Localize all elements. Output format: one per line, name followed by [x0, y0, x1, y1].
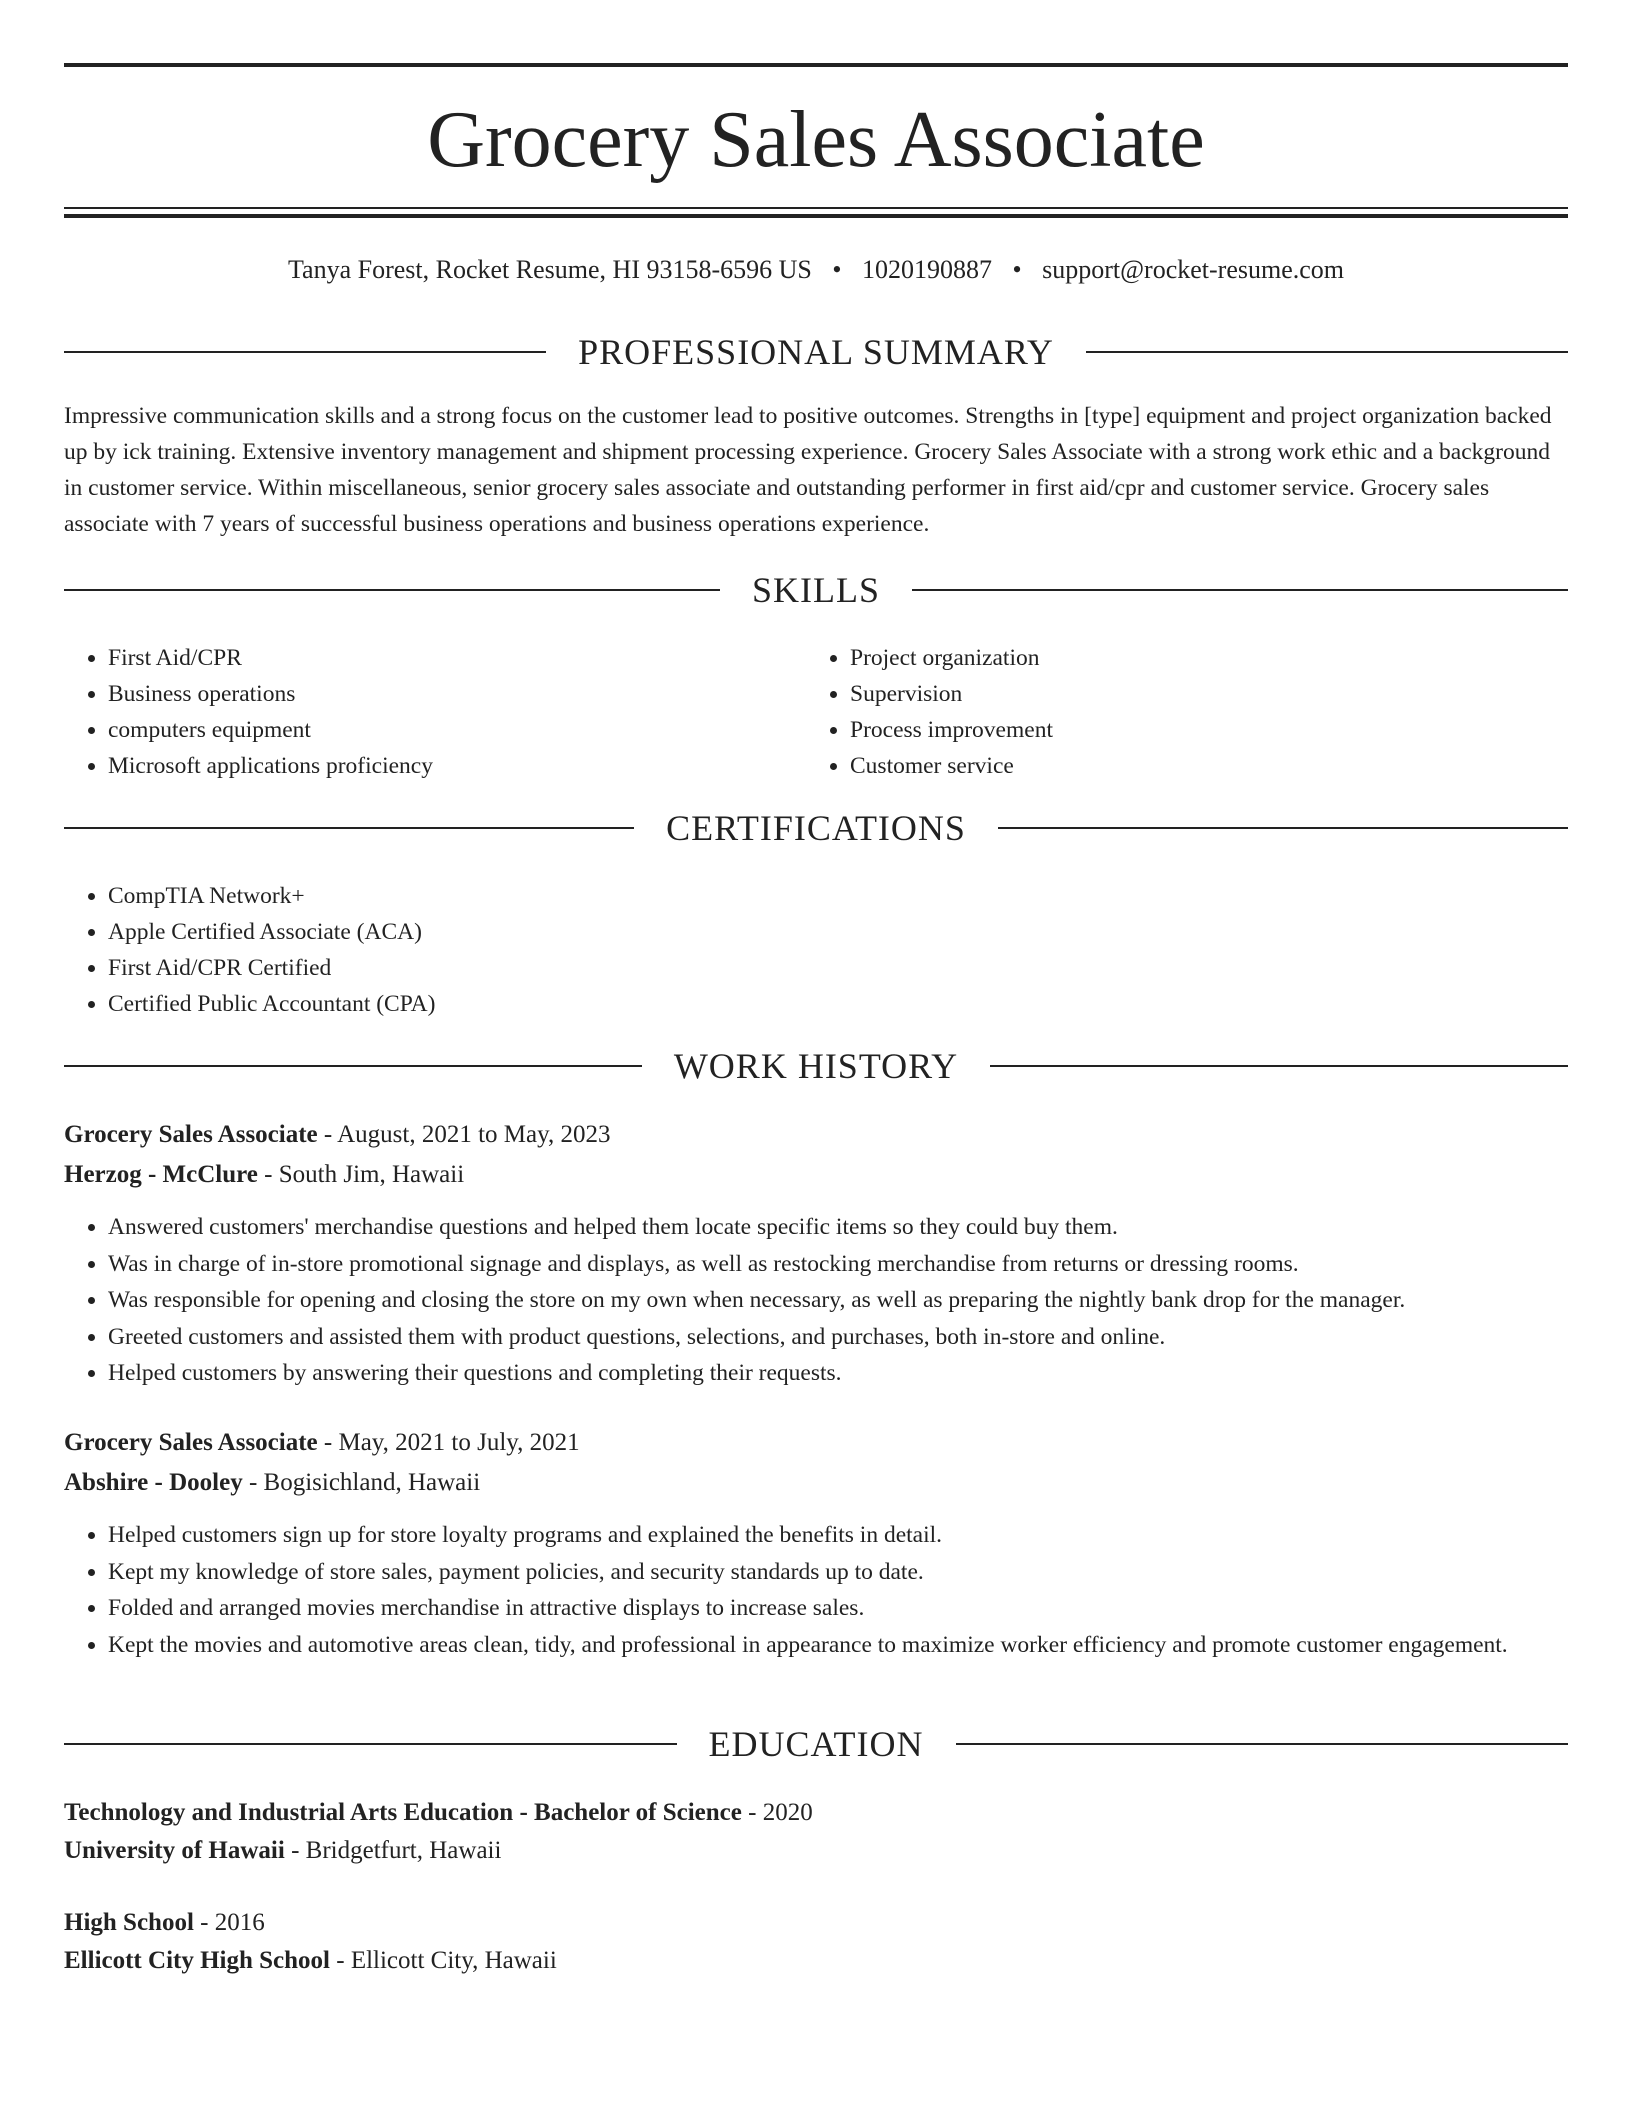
section-title: SKILLS [752, 570, 881, 610]
job-duties [64, 1517, 1568, 1663]
education-school: Ellicott City High School [64, 1947, 330, 1974]
job-duties [64, 1209, 1568, 1392]
heading-rule [64, 827, 634, 829]
skills-column-right [806, 640, 1566, 784]
job-title: Grocery Sales Associate [64, 1121, 318, 1148]
heading-rule [64, 1743, 677, 1745]
job-location: South Jim, Hawaii [278, 1161, 465, 1188]
skill-item: • First Aid/CPR [108, 640, 804, 676]
heading-rule [64, 589, 720, 591]
education-degree: High School [64, 1909, 194, 1936]
skill-item: • computers equipment [108, 712, 804, 748]
dash: - [317, 1429, 339, 1456]
duty-item: • Kept the movies and automotive areas clean, tidy, and professional in appearance to maximize worker efficiency and promote customer engagement. [108, 1627, 1568, 1663]
heading-rule [998, 827, 1568, 829]
contact-address: Tanya Forest, Rocket Resume, HI 93158-6596 US [287, 255, 812, 284]
certification-item: • CompTIA Network+ [108, 878, 1568, 914]
heading-rule [64, 1065, 642, 1067]
section-title: PROFESSIONAL SUMMARY [578, 332, 1054, 372]
section-heading-summary [64, 330, 1568, 374]
dash: - [317, 1121, 338, 1148]
job-title-line [64, 1117, 1568, 1153]
education-school-line [64, 1943, 1568, 1979]
contact-separator: • [1012, 255, 1022, 284]
job-title: Grocery Sales Associate [64, 1429, 318, 1456]
section-heading-certifications [64, 806, 1568, 850]
job-company: Herzog - McClure [64, 1161, 258, 1188]
education-location: Bridgetfurt, Hawaii [305, 1837, 502, 1864]
duty-item: • Greeted customers and assisted them with product questions, selections, and purchases, both in-store and online. [108, 1319, 1568, 1355]
heading-rule [912, 589, 1568, 591]
certification-item: • First Aid/CPR Certified [108, 950, 1568, 986]
certification-item: • Apple Certified Associate (ACA) [108, 914, 1568, 950]
education-degree-line [64, 1795, 1568, 1831]
heading-rule [990, 1065, 1568, 1067]
job-company-line [64, 1157, 1568, 1193]
education-year: 2020 [762, 1799, 813, 1826]
skill-item: • Customer service [850, 748, 1566, 784]
duty-item: • Folded and arranged movies merchandise in attractive displays to increase sales. [108, 1590, 1568, 1626]
duty-item: • Was responsible for opening and closing the store on my own when necessary, as well as preparing the nightly bank drop for the manager. [108, 1282, 1568, 1318]
dash: - [284, 1837, 306, 1864]
summary-text: Impressive communication skills and a strong focus on the customer lead to positive outcomes. Strengths in [type] equipment and project organization backed up by ick training. Extensive inventory management and shipment processing experience. Grocery Sales Associate with a strong work ethic and a background in customer service. Within miscellaneous, senior grocery sales associate and outstanding performer in first aid/cpr and customer service. Grocery sales associate with 7 years of successful business operations and business operations experience. [64, 403, 1552, 537]
skill-item: • Process improvement [850, 712, 1566, 748]
skill-item: • Project organization [850, 640, 1566, 676]
top-rule [64, 63, 1568, 67]
heading-rule [1086, 351, 1568, 353]
resume-title: Grocery Sales Associate [427, 96, 1205, 184]
title-rule-thick [64, 214, 1568, 218]
skill-item: • Business operations [108, 676, 804, 712]
contact-phone: 1020190887 [861, 255, 992, 284]
section-heading-education [64, 1722, 1568, 1766]
section-heading-skills [64, 568, 1568, 612]
duty-item: • Was in charge of in-store promotional signage and displays, as well as restocking merchandise from returns or dressing rooms. [108, 1246, 1568, 1282]
heading-rule [64, 351, 546, 353]
job-dates: May, 2021 to July, 2021 [338, 1429, 580, 1456]
contact-email[interactable]: support@rocket-resume.com [1042, 255, 1345, 284]
education-degree: Technology and Industrial Arts Education - Bachelor of Science [64, 1799, 742, 1826]
dash: - [741, 1799, 763, 1826]
section-title: CERTIFICATIONS [666, 808, 966, 848]
education-location: Ellicott City, Hawaii [350, 1947, 557, 1974]
job-dates: August, 2021 to May, 2023 [337, 1121, 611, 1148]
contact-line [64, 252, 1568, 288]
skills-column-left [64, 640, 804, 784]
duty-item: • Kept my knowledge of store sales, payment policies, and security standards up to date. [108, 1554, 1568, 1590]
contact-separator: • [832, 255, 842, 284]
section-title: EDUCATION [708, 1724, 924, 1764]
dash: - [193, 1909, 215, 1936]
education-degree-line [64, 1905, 1568, 1941]
dash: - [242, 1469, 264, 1496]
certifications-list [64, 878, 1568, 1022]
duty-item: • Helped customers by answering their questions and completing their requests. [108, 1355, 1568, 1391]
heading-rule [956, 1743, 1569, 1745]
duty-item: • Helped customers sign up for store loyalty programs and explained the benefits in detail. [108, 1517, 1568, 1553]
title-rule-thin [64, 207, 1568, 209]
education-school: University of Hawaii [64, 1837, 285, 1864]
certification-item: • Certified Public Accountant (CPA) [108, 986, 1568, 1022]
job-company-line [64, 1465, 1568, 1501]
job-location: Bogisichland, Hawaii [263, 1469, 481, 1496]
section-heading-work-history [64, 1044, 1568, 1088]
education-year: 2016 [214, 1909, 265, 1936]
education-school-line [64, 1833, 1568, 1869]
duty-item: • Answered customers' merchandise questions and helped them locate specific items so they could buy them. [108, 1209, 1568, 1245]
section-title: WORK HISTORY [673, 1046, 959, 1086]
dash: - [329, 1947, 351, 1974]
job-company: Abshire - Dooley [64, 1469, 243, 1496]
skill-item: • Microsoft applications proficiency [108, 748, 804, 784]
dash: - [257, 1161, 279, 1188]
skill-item: • Supervision [850, 676, 1566, 712]
job-title-line [64, 1425, 1568, 1461]
